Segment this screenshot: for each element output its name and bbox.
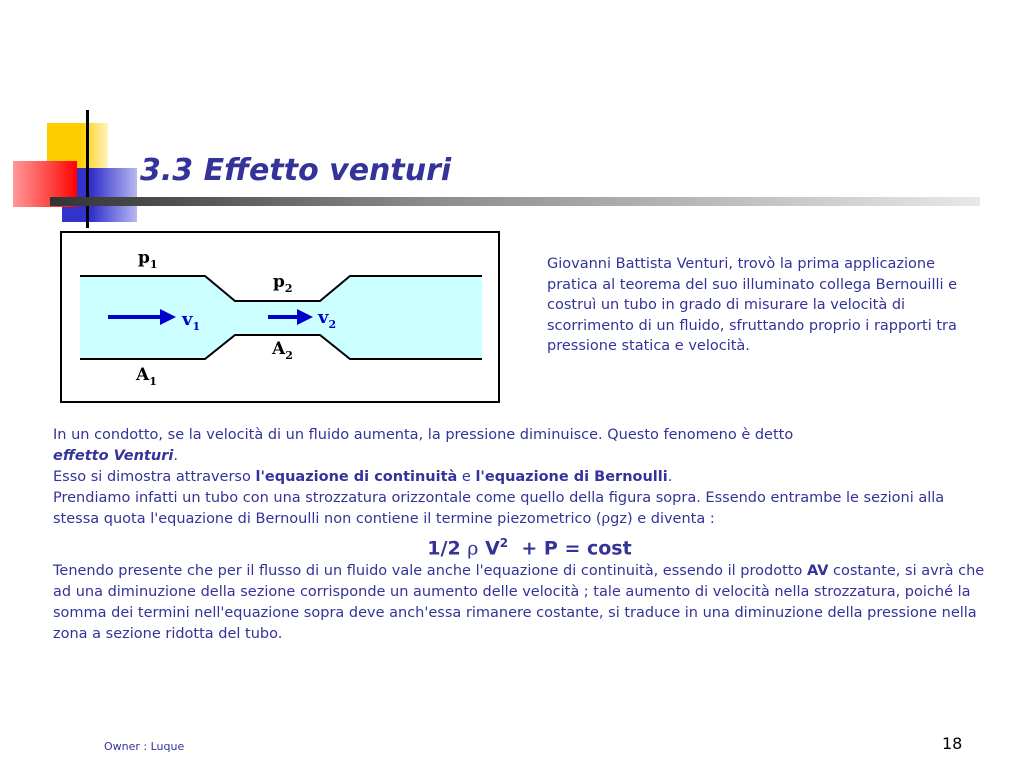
and-text: e <box>457 469 476 485</box>
title-underline <box>50 197 980 206</box>
eq-rho: ρ <box>467 537 479 560</box>
label-a2: $A_2$ <box>272 339 293 362</box>
label-v1: $v_1$ <box>182 309 201 333</box>
av-term: AV <box>806 563 829 580</box>
para2-text-1: Tenendo presente che per il flusso di un fluido vale anche l'equazione di continuità, essendo il prodotto <box>53 563 807 580</box>
para2-text-2: costante, si avrà che ad una diminuzione della sezione corrisponde un aumento delle velocità ; tale aumento di velocità nella strozzatura, poiché la somma dei termini nell'equazione sopra deve anch'essa rimanere costante, si traduce in una diminuzione della pressione nella zona a sezione ridotta del tubo. <box>53 563 985 643</box>
rho-symbol: ρ <box>601 511 611 527</box>
body-paragraph-1 <box>53 425 988 530</box>
eq-exponent: 2 <box>499 536 509 550</box>
continuity-equation-term: l'equazione di continuità <box>255 469 458 485</box>
label-v2: $v_2$ <box>318 307 337 331</box>
intro-paragraph: Giovanni Battista Venturi, trovò la prima applicazione pratica al teorema del suo illuminato collega Bernouilli e costruì un tubo in grado di misurare la velocità di scorrimento di un fluido, sfruttando proprio i rapporti tra pressione statica e velocità. <box>547 256 958 354</box>
gz-text: gz) e diventa : <box>610 511 715 527</box>
venturi-diagram <box>62 233 498 401</box>
eq-rest: + P = cost <box>508 537 632 560</box>
label-p1: $p_1$ <box>138 248 158 271</box>
effetto-venturi-term: effetto Venturi <box>53 448 174 464</box>
main-text <box>53 425 988 645</box>
eq-half: 1/2 <box>427 537 468 560</box>
footer-owner: Owner : Luque <box>104 740 185 753</box>
label-p2: $p_2$ <box>273 272 293 295</box>
bernoulli-equation <box>53 530 988 561</box>
venturi-figure <box>60 231 500 403</box>
prendiamo-text: Prendiamo infatti un tubo con una strozzatura orizzontale come quello della figura sopra. Essendo entrambe le sezioni alla stessa quota l'equazione di Bernoulli non contiene il termine piezometrico ( <box>53 490 945 527</box>
period-2: . <box>667 469 673 485</box>
bernoulli-equation-term: l'equazione di Bernoulli <box>475 469 668 485</box>
body-paragraph-2 <box>53 561 988 645</box>
body-line-1: In un condotto, se la velocità di un fluido aumenta, la pressione diminuisce. Questo fenomeno è detto <box>53 427 794 443</box>
dimostra-text: Esso si dimostra attraverso <box>53 469 256 485</box>
slide-title: 3.3 Effetto venturi <box>140 153 452 188</box>
eq-v: V <box>478 537 500 560</box>
label-a1: $A_1$ <box>136 365 157 388</box>
period-1: . <box>173 448 178 464</box>
decor-vertical-line <box>86 110 89 228</box>
page-number: 18 <box>942 734 963 753</box>
